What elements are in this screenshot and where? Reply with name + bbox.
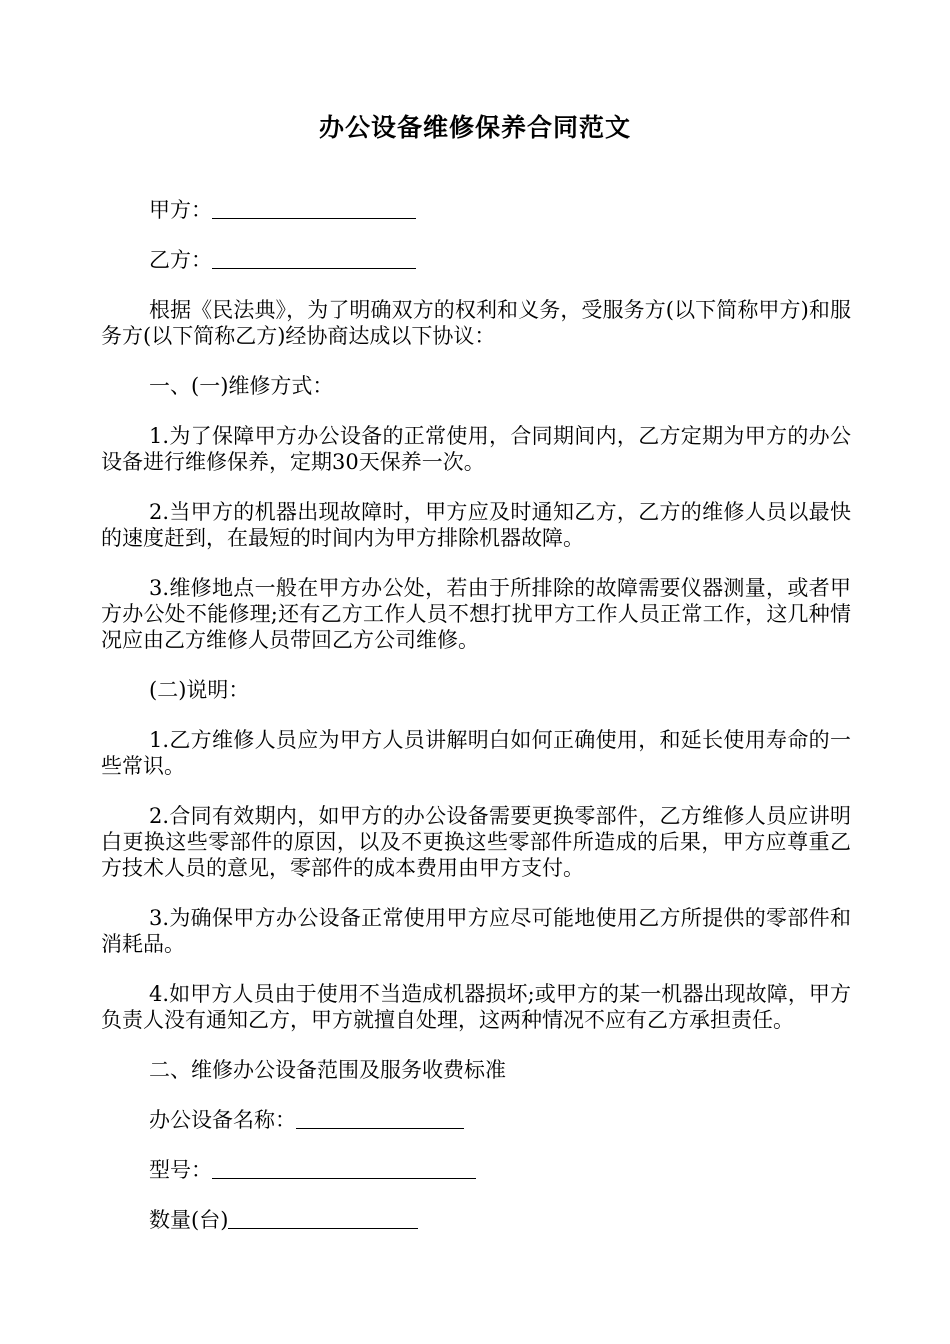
party-a-blank[interactable] [212, 198, 416, 219]
document-body [101, 197, 851, 1257]
equipment-name-blank[interactable] [296, 1108, 464, 1129]
party-a-label: 甲方： [149, 198, 212, 222]
s2-item-2: 2.合同有效期内，如甲方的办公设备需要更换零部件，乙方维修人员应讲明白更换这些零部件的原因，以及不更换这些零部件所造成的后果，甲方应尊重乙方技术人员的意见，零部件的成本费用由甲方支付。 [101, 804, 851, 880]
s2-item-4: 4.如甲方人员由于使用不当造成机器损坏;或甲方的某一机器出现故障，甲方负责人没有通知乙方，甲方就擅自处理，这两种情况不应有乙方承担责任。 [101, 982, 851, 1032]
document-title: 办公设备维修保养合同范文 [318, 113, 631, 142]
party-a-line [101, 197, 851, 223]
quantity-label: 数量(台) [149, 1208, 229, 1232]
party-b-label: 乙方： [149, 248, 212, 272]
s1-item-2: 2.当甲方的机器出现故障时，甲方应及时通知乙方，乙方的维修人员以最快的速度赶到，在最短的时间内为甲方排除机器故障。 [101, 500, 851, 550]
model-label: 型号： [149, 1158, 212, 1182]
party-b-blank[interactable] [212, 248, 416, 269]
quantity-blank[interactable] [228, 1208, 418, 1229]
section1-heading: 一、(一)维修方式： [149, 374, 334, 398]
s2-item-1: 1.乙方维修人员应为甲方人员讲解明白如何正确使用，和延长使用寿命的一些常识。 [101, 728, 851, 778]
equipment-name-line [101, 1107, 851, 1133]
model-line [101, 1157, 851, 1183]
subsection2-heading: (二)说明： [149, 678, 250, 702]
model-blank[interactable] [212, 1158, 476, 1179]
quantity-line [101, 1207, 851, 1233]
party-b-line [101, 247, 851, 273]
intro-paragraph: 根据《民法典》，为了明确双方的权利和义务，受服务方(以下简称甲方)和服务方(以下简称乙方)经协商达成以下协议： [101, 298, 851, 348]
equipment-name-label: 办公设备名称： [149, 1108, 296, 1132]
s2-item-3: 3.为确保甲方办公设备正常使用甲方应尽可能地使用乙方所提供的零部件和消耗品。 [101, 906, 851, 956]
section2-heading: 二、维修办公设备范围及服务收费标准 [149, 1058, 506, 1082]
s1-item-3: 3.维修地点一般在甲方办公处，若由于所排除的故障需要仪器测量，或者甲方办公处不能修理;还有乙方工作人员不想打扰甲方工作人员正常工作，这几种情况应由乙方维修人员带回乙方公司维修。 [101, 576, 851, 652]
s1-item-1: 1.为了保障甲方办公设备的正常使用，合同期间内，乙方定期为甲方的办公设备进行维修保养，定期30天保养一次。 [101, 424, 851, 474]
